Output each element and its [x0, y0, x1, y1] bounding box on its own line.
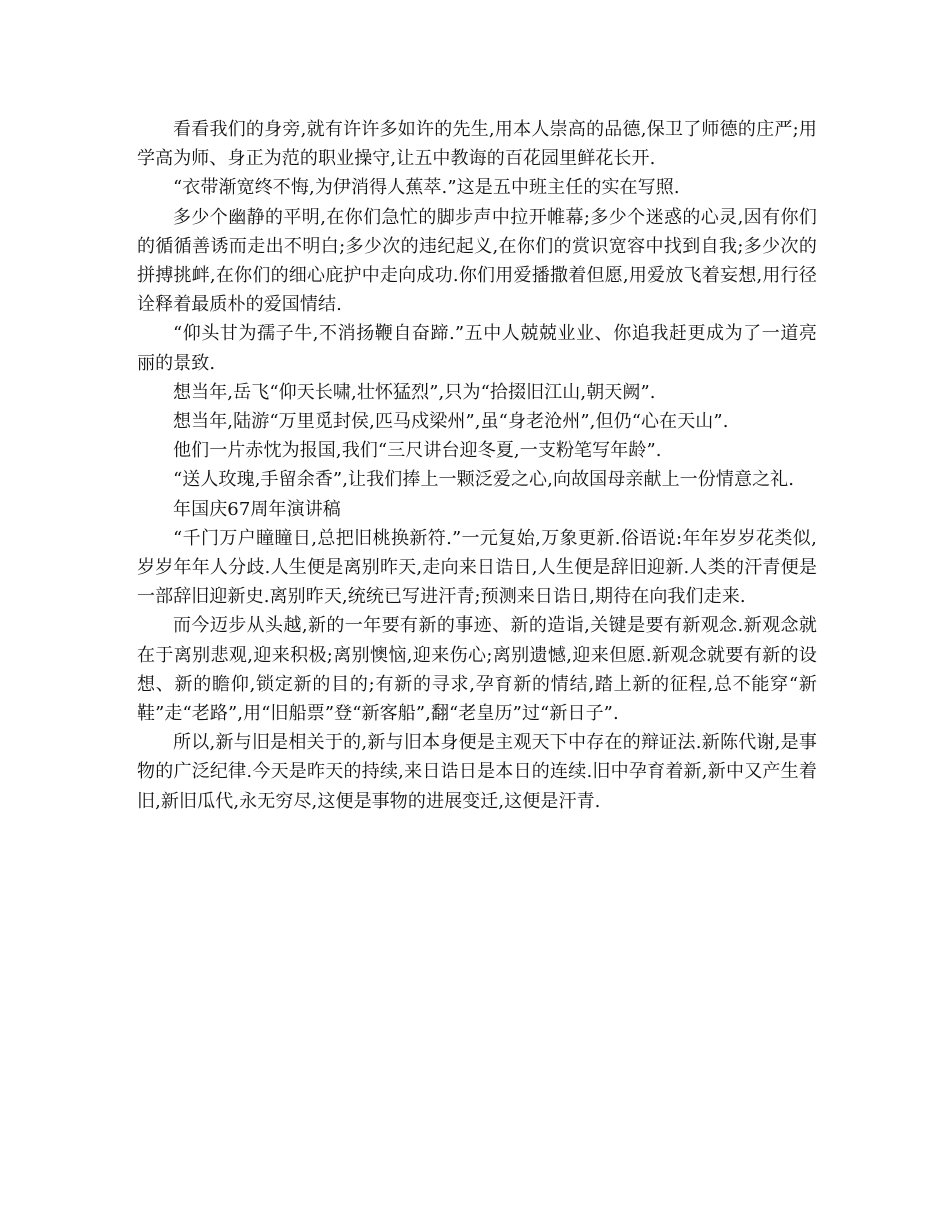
- paragraph-10: 而今迈步从头越,新的一年要有新的事迹、新的造诣,关键是要有新观念.新观念就在于离别悲观,迎来积极;离别懊恼,迎来伤心;离别遗憾,迎来但愿.新观念就要有新的设想、新的瞻仰,锁定新的目的;有新的寻求,孕育新的情结,踏上新的征程,总不能穿“新鞋”走“老路”,用“旧船票”登“新客船”,翻“老皇历”过“新日子”.: [137, 615, 817, 725]
- section-heading: 年国庆67周年演讲稿: [173, 498, 341, 520]
- paragraph-11: 所以,新与旧是相关于的,新与旧本身便是主观天下中存在的辩证法.新陈代谢,是事物的广泛纪律.今天是昨天的持续,来日诰日是本日的连续.旧中孕育着新,新中又产生着旧,新旧瓜代,永无穷尽,这便是事物的进展变迁,这便是汗青.: [137, 732, 817, 812]
- paragraph-3: 多少个幽静的平明,在你们急忙的脚步声中拉开帷幕;多少个迷惑的心灵,因有你们的循循善诱而走出不明白;多少次的违纪起义,在你们的赏识宽容中找到自我;多少次的拼搏挑衅,在你们的细心庇护中走向成功.你们用爱播撒着但愿,用爱放飞着妄想,用行径诠释着最质朴的爱国情结.: [137, 206, 817, 316]
- paragraph-6: 想当年,陆游“万里觅封侯,匹马戍梁州”,虽“身老沧州”,但仍“心在天山”.: [173, 411, 729, 433]
- paragraph-8: “送人玫瑰,手留余香”,让我们捧上一颗泛爱之心,向故国母亲献上一份情意之礼.: [173, 469, 795, 491]
- paragraph-9: “千门万户瞳瞳日,总把旧桃换新符.”一元复始,万象更新.俗语说:年年岁岁花类似,岁岁年年人分歧.人生便是离别昨天,走向来日诰日,人生便是辞旧迎新.人类的汗青便是一部辞旧迎新史.离别昨天,统统已写进汗青;预测来日诰日,期待在向我们走来.: [137, 527, 817, 608]
- paragraph-1: 看看我们的身旁,就有许许多如许的先生,用本人崇高的品德,保卫了师德的庄严;用学高为师、身正为范的职业操守,让五中教诲的百花园里鲜花长开.: [137, 119, 817, 170]
- paragraph-4: “仰头甘为孺子牛,不消扬鞭自奋蹄.”五中人兢兢业业、你追我赶更成为了一道亮丽的景致.: [137, 323, 817, 374]
- paragraph-5: 想当年,岳飞“仰天长啸,壮怀猛烈”,只为“拾掇旧江山,朝天阙”.: [173, 381, 656, 403]
- document-body: [137, 115, 817, 816]
- paragraph-7: 他们一片赤忱为报国,我们“三尺讲台迎冬夏,一支粉笔写年龄”.: [173, 440, 662, 462]
- paragraph-2: “衣带渐宽终不悔,为伊消得人蕉萃.”这是五中班主任的实在写照.: [173, 177, 680, 199]
